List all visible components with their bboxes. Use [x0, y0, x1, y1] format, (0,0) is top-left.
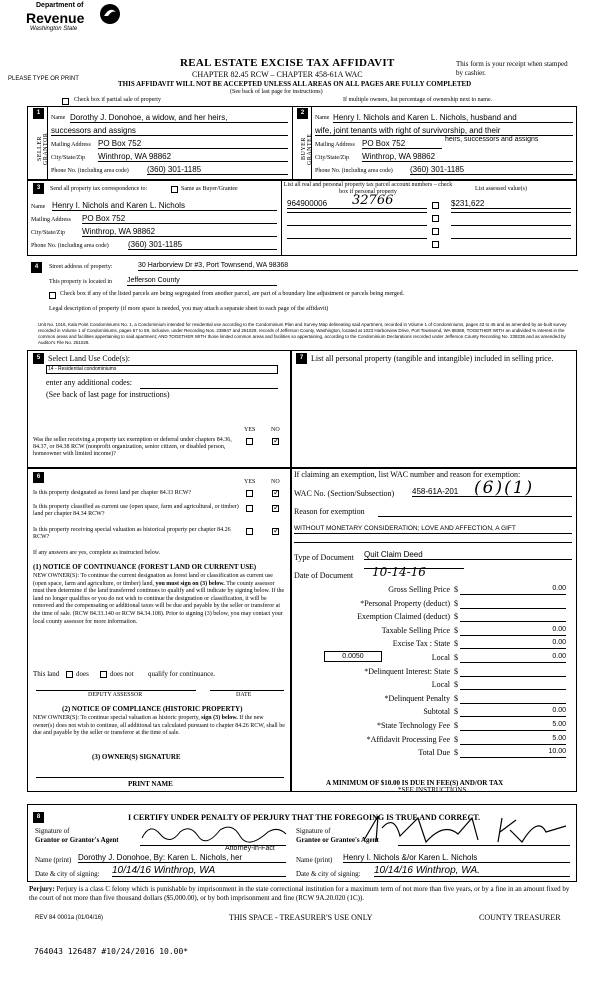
tax-row-label: *Affidavit Processing Fee — [366, 734, 450, 744]
notice1-text1: NEW OWNER(S): To continue the current designation as forest land or classification as current use (open space, farm and agriculture, or timber) land, — [33, 573, 273, 587]
grantee-date-label: Date & city of signing: — [296, 870, 361, 878]
section-3-number: 3 — [33, 183, 44, 194]
buyer-name-line1[interactable]: Henry I. Nichols and Karen L. Nichols, husband and — [333, 113, 573, 123]
notice1-bold: you must sign on (3) below. — [155, 580, 225, 587]
tax-row-label: Gross Selling Price — [388, 585, 450, 594]
tax-row-value[interactable]: 0.00 — [460, 585, 566, 595]
corr-phone[interactable]: (360) 301-1185 — [128, 240, 277, 250]
seller-city[interactable]: Winthrop, WA 98862 — [98, 152, 288, 162]
deputy-assessor-line[interactable] — [36, 690, 196, 691]
tax-row — [294, 748, 574, 761]
perjury-text: Perjury is a class C felony which is punishable by imprisonment in the state correctional institution for a maximum term of not more than five years, or by a fine in an amount fixed by the court of not more than five thousand dollars ($5,000.00), or by both imprisonment and fine (RCW 9A.20.020 (1C)). — [29, 885, 570, 902]
sec6-q3: Is this property receiving special valuation as historical property per chapter 84.26 RCW? — [33, 527, 231, 540]
tax-row-prefix: $ — [454, 748, 458, 758]
reason-value[interactable]: WITHOUT MONETARY CONSIDERATION; LOVE AND AFFECTION, A GIFT — [294, 524, 572, 534]
tax-row-prefix: $ — [454, 625, 458, 635]
seller-mailing-label: Mailing Address — [51, 142, 91, 148]
section-6-number: 6 — [33, 472, 44, 483]
notice2-bold: sign (3) below. — [201, 715, 238, 721]
tax-row — [294, 694, 574, 707]
buyer-name-label: Name — [315, 115, 330, 121]
seller-phone-label: Phone No. (including area code) — [51, 168, 129, 174]
buyer-phone-label: Phone No. (including area code) — [315, 168, 393, 174]
land-does-label: does — [76, 670, 89, 678]
tax-row-prefix: $ — [454, 653, 458, 662]
seller-mailing[interactable]: PO Box 752 — [98, 139, 288, 149]
tax-row-value[interactable]: 0.00 — [460, 653, 566, 663]
tax-row — [294, 707, 574, 720]
sec6-if-yes: If any answers are yes, complete as instructed below. — [33, 550, 161, 556]
corr-name[interactable]: Henry I. Nichols and Karen L. Nichols — [52, 201, 277, 211]
tax-row — [294, 735, 574, 748]
section-1-number: 1 — [33, 108, 44, 119]
tax-row-label: *Delinquent Penalty — [384, 693, 450, 703]
tax-row-value[interactable] — [460, 680, 566, 690]
tax-row-prefix: $ — [454, 639, 458, 649]
sec6-q1-yes[interactable] — [246, 490, 253, 497]
form-title: REAL ESTATE EXCISE TAX AFFIDAVIT — [180, 57, 395, 69]
seller-name-line2[interactable]: successors and assigns — [51, 126, 288, 136]
treasurer-space: THIS SPACE - TREASURER'S USE ONLY — [229, 913, 373, 922]
buyer-name-line3: heirs, successors and assigns — [445, 136, 539, 143]
print-name-label: PRINT NAME — [128, 780, 173, 788]
land-does-checkbox[interactable] — [66, 671, 73, 678]
legal-label: Legal description of property (if more space is needed, you may attach a separate sheet to each page of the affidavit) — [49, 306, 329, 312]
tax-row-value[interactable] — [460, 599, 566, 609]
assessed-header: List assessed value(s) — [475, 186, 527, 192]
corr-city[interactable]: Winthrop, WA 98862 — [82, 227, 277, 237]
assessed-row-2[interactable] — [451, 212, 571, 213]
grantor-sig-label: Signature of — [35, 827, 70, 835]
tax-row-label: Local — [431, 680, 450, 690]
parcel-3-personal-checkbox[interactable] — [432, 228, 439, 235]
county-treasurer: COUNTY TREASURER — [479, 913, 561, 922]
tax-row-prefix: $ — [454, 734, 458, 744]
dor-logo — [18, 2, 128, 38]
grantor-print-name[interactable]: Dorothy J. Donohoe, By: Karen L. Nichols, her — [78, 853, 286, 863]
corr-city-label: City/State/Zip — [31, 230, 65, 236]
corr-name-label: Name — [31, 204, 46, 210]
tax-row-value[interactable] — [460, 667, 566, 677]
corr-phone-label: Phone No. (including area code) — [31, 243, 109, 249]
section-2-number: 2 — [297, 108, 308, 119]
notice2-title: (2) NOTICE OF COMPLIANCE (HISTORIC PROPERTY) — [62, 705, 243, 713]
legal-description: Unit No. 1016, Kala Point Condominiums No. 1, a Condominium intended for residential use according to the Condominium Plan and Survey Map delineating said Apartment, recorded in Volume 1 of Condominiums, pages 43 to 45 and as amended by as-built survey recorded in Volume 1 of Condominiums, pages 57 to 59, inclusive, under Recording Nos. 238847 and 251029, records of Jefferson County, Washington, located at 1023 Harborview Drive, Port Townsend, WA 98368, TOGETHER WITH an undivided % interest in the common areas and facilities appertaining to said apartment; AND TOGETHER WITH those limited common areas and facilities so appertaining, according to the Condominium Declarations recorded under Jefferson County Recording No. 238236 and as amended by Auditor's File No. 251028. — [38, 322, 567, 345]
same-as-buyer-checkbox[interactable] — [171, 186, 178, 193]
corr-mailing-label: Mailing Address — [31, 217, 71, 223]
minimum-due: A MINIMUM OF $10.00 IS DUE IN FEE(S) AND/OR TAX — [326, 779, 504, 787]
segregated-checkbox[interactable] — [49, 292, 56, 299]
sec6-q1-no[interactable] — [272, 490, 279, 497]
street-label: Street address of property: — [49, 264, 113, 270]
qualify-label: qualify for continuance. — [148, 670, 216, 678]
deputy-assessor-label: DEPUTY ASSESSOR — [88, 692, 143, 698]
sec6-yes: YES — [244, 479, 256, 485]
grantor-date-label: Date & city of signing: — [35, 870, 100, 878]
owner-signature-label: (3) OWNER(S) SIGNATURE — [92, 753, 181, 761]
logo-line2: Revenue — [26, 10, 85, 26]
section-4-number: 4 — [31, 262, 42, 273]
parcel-row-2[interactable] — [287, 212, 427, 213]
seller-phone[interactable]: (360) 301-1185 — [147, 165, 288, 175]
tax-row — [294, 585, 574, 598]
form-warning: THIS AFFIDAVIT WILL NOT BE ACCEPTED UNLESS ALL AREAS ON ALL PAGES ARE FULLY COMPLETED — [118, 80, 472, 88]
perjury-bold: Perjury: — [29, 885, 55, 893]
land-use-label: Select Land Use Code(s): — [48, 354, 130, 363]
additional-codes-label: enter any additional codes: — [46, 378, 132, 387]
tax-row-prefix: $ — [454, 693, 458, 703]
street-address[interactable]: 30 Harborview Dr #3, Port Townsend, WA 98368 — [138, 261, 578, 271]
tax-row — [294, 653, 574, 666]
wac-handwritten: (6)(1) — [474, 478, 535, 498]
date-doc-label: Date of Document — [294, 571, 354, 580]
tax-row — [294, 626, 574, 639]
buyer-side-label: BUYER GRANTEE — [301, 133, 313, 165]
grantee-sig-label2: Grantee or Grantee's Agent — [296, 836, 379, 844]
this-land-label: This land — [33, 670, 60, 678]
notice2-text1: NEW OWNER(S): To continue special valuation as historic property, — [33, 715, 200, 721]
tax-row-value[interactable]: 0.00 — [460, 639, 566, 649]
parcel-1-personal-checkbox[interactable] — [432, 202, 439, 209]
notice1-body — [33, 573, 285, 626]
grantee-signature-scribble — [360, 812, 574, 846]
tax-row-label: Local — [431, 653, 450, 662]
notice1-text2: The county assessor must then determine if the land transferred continues to qualify and will indicate by signing below. If the land no longer qualifies or you do not wish to continue the designation or classification, it will be removed and the compensating or additional taxes will be due and payable by the seller or transferor at the time of sale. (RCW 84.33.140 or RCW 84.34.108). Prior to signing (3) below, you may contact your local county assessor for more information. — [33, 580, 285, 625]
seller-side-label: SELLER GRANTOR — [37, 132, 49, 166]
assessor-date-line[interactable] — [210, 690, 284, 691]
exemption-label: If claiming an exemption, list WAC number and reason for exemption: — [294, 470, 521, 479]
tax-row-prefix: $ — [454, 666, 458, 676]
form-see-back: (See back of last page for instructions) — [230, 89, 323, 95]
tax-row-value[interactable] — [460, 612, 566, 622]
sec6-q3-yes[interactable] — [246, 528, 253, 535]
grantor-name-label: Name (print) — [35, 856, 72, 864]
tax-row-label: Total Due — [418, 748, 450, 758]
notice2-text2: If the new owner(s) does not wish to continue, all additional tax calculated pursuant to chapter 84.26 RCW, shall be due and payable by the seller or transferor at the time of sale. — [33, 715, 285, 737]
logo-line1: Department of — [36, 2, 84, 9]
section-7-number: 7 — [296, 353, 307, 364]
tax-row-label: *State Technology Fee — [376, 721, 450, 730]
sec6-q2-yes[interactable] — [246, 505, 253, 512]
assessed-value[interactable]: $231,622 — [451, 199, 571, 209]
grantor-signature-scribble — [140, 818, 290, 846]
type-doc-value[interactable]: Quit Claim Deed — [364, 550, 572, 560]
grantee-name-label: Name (print) — [296, 856, 333, 864]
grantor-sig-label2: Grantor or Grantor's Agent — [35, 836, 119, 844]
tax-row-prefix: $ — [454, 585, 458, 594]
sec6-no: NO — [271, 479, 280, 485]
tax-row-label: Subtotal — [423, 707, 450, 717]
buyer-city-label: City/State/Zip — [315, 155, 349, 161]
seller-name-label: Name — [51, 115, 66, 121]
tax-row-value[interactable]: 0.00 — [460, 626, 566, 636]
grantee-date-city[interactable]: 10/14/16 Winthrop, WA. — [374, 865, 570, 877]
partial-sale-checkbox[interactable] — [62, 98, 69, 105]
assessor-date-label: DATE — [236, 692, 252, 698]
see-instructions: *SEE INSTRUCTIONS — [398, 786, 467, 794]
please-type: PLEASE TYPE OR PRINT — [8, 76, 79, 82]
assessed-row-3[interactable] — [451, 225, 571, 226]
tax-row-prefix: $ — [454, 721, 458, 730]
treasurer-stamp: 764043 126487 #10/24/2016 10.00* — [34, 947, 189, 956]
sec6-q2-no[interactable] — [272, 505, 279, 512]
sec5-no: NO — [271, 427, 280, 433]
tax-row-prefix: $ — [454, 612, 458, 622]
tax-row — [294, 612, 574, 625]
corr-mailing[interactable]: PO Box 752 — [82, 214, 277, 224]
buyer-phone[interactable]: (360) 301-1185 — [410, 165, 573, 175]
county[interactable]: Jefferson County — [127, 276, 277, 286]
tax-row-prefix: $ — [454, 707, 458, 717]
tax-row — [294, 721, 574, 734]
print-name-line[interactable] — [36, 777, 284, 778]
section-7 — [291, 350, 577, 468]
grantor-print-name2: Attorney-in-Fact — [225, 845, 275, 852]
tax-row-prefix: $ — [454, 680, 458, 690]
tax-row — [294, 599, 574, 612]
assessed-row-4[interactable] — [451, 238, 571, 239]
land-does-not-label: does not — [110, 670, 134, 678]
buyer-name-line2[interactable]: wife, joint tenants with right of survivorship, and their — [315, 126, 573, 136]
grantee-print-name[interactable]: Henry I. Nichols &/or Karen L. Nichols — [343, 853, 570, 863]
tax-row-value[interactable]: 5.00 — [460, 735, 566, 745]
logo-line3: Washington State — [30, 26, 78, 32]
buyer-city[interactable]: Winthrop, WA 98862 — [362, 152, 573, 162]
notice1-title: (1) NOTICE OF CONTINUANCE (FOREST LAND OR CURRENT USE) — [33, 563, 257, 571]
partial-sale-label: Check box if partial sale of property — [74, 97, 161, 103]
seller-city-label: City/State/Zip — [51, 155, 85, 161]
same-as-buyer-label: Same as Buyer/Grantee — [181, 186, 238, 192]
seller-name-line1[interactable]: Dorothy J. Donohoe, a widow, and her heirs, — [70, 113, 288, 123]
located-label: This property is located in — [49, 279, 112, 285]
tax-row-label: Excise Tax : State — [392, 639, 450, 649]
buyer-mailing[interactable]: PO Box 752 — [362, 139, 442, 149]
rev-number: REV 84 0001a (01/04/16) — [35, 915, 104, 921]
tax-row-label: *Personal Property (deduct) — [360, 598, 450, 608]
multiple-owners-note: If multiple owners, list percentage of ownership next to name. — [343, 97, 493, 103]
grantor-date-city[interactable]: 10/14/16 Winthrop, WA — [112, 865, 286, 877]
form-chapter: CHAPTER 82.45 RCW – CHAPTER 458-61A WAC — [192, 70, 363, 79]
parcel-2-personal-checkbox[interactable] — [432, 215, 439, 222]
land-does-not-checkbox[interactable] — [100, 671, 107, 678]
tax-row-prefix: $ — [454, 598, 458, 608]
wac-value[interactable]: 458-61A-201 — [412, 487, 572, 497]
sec6-q3-no[interactable] — [272, 528, 279, 535]
reason-label: Reason for exemption — [294, 507, 365, 516]
parcel-row-4[interactable] — [287, 238, 427, 239]
tax-row-value[interactable]: 10.00 — [460, 748, 566, 758]
sec5-see-back: (See back of last page for instructions) — [46, 390, 170, 399]
sec6-q1: Is this property designated as forest land per chapter 84.33 RCW? — [33, 490, 192, 496]
sec5-no-checkbox[interactable] — [272, 438, 279, 445]
parcel-handwritten: 32766 — [352, 193, 394, 208]
sec5-exemption-question: Was the seller receiving a property tax exemption or deferral under chapters 84.36, 84.37, or 84.38 RCW (nonprofit organization, senior citizen, or disabled person, homeowner with limited income)? — [33, 437, 232, 457]
local-rate-box[interactable]: 0.0050 — [324, 651, 382, 662]
section-8-number: 8 — [33, 812, 44, 823]
tax-row-label: Exemption Claimed (deduct) — [357, 612, 450, 622]
certify-statement: I CERTIFY UNDER PENALTY OF PERJURY THAT THE FOREGOING IS TRUE AND CORRECT. — [128, 813, 481, 822]
parcel-header: List all real and personal property tax parcel account numbers – check box if personal property — [283, 182, 453, 195]
additional-codes-line[interactable] — [140, 388, 278, 389]
sec5-yes: YES — [244, 427, 256, 433]
sec5-yes-checkbox[interactable] — [246, 438, 253, 445]
tax-row-label: Taxable Selling Price — [381, 625, 450, 635]
perjury-notice — [29, 885, 577, 903]
sec6-q2: Is this property classified as current use (open space, farm and agricultural, or timber) land per chapter 84.34 RCW? — [33, 504, 239, 517]
personal-property-label: List all personal property (tangible and intangible) included in selling price. — [311, 354, 554, 363]
tax-row-value[interactable]: 0.00 — [460, 707, 566, 717]
parcel-4-personal-checkbox[interactable] — [432, 241, 439, 248]
segregated-label: Check box if any of the listed parcels are being segregated from another parcel, are part of a boundary line adjustment or parcels being merged. — [60, 291, 405, 297]
tax-row-value[interactable]: 5.00 — [460, 721, 566, 731]
send-correspondence-label: Send all property tax correspondence to: — [50, 186, 148, 192]
tax-row — [294, 680, 574, 693]
tax-row-value[interactable] — [460, 694, 566, 704]
tax-row — [294, 667, 574, 680]
section-5-number: 5 — [33, 353, 44, 364]
grantee-sig-label: Signature of — [296, 827, 331, 835]
type-doc-label: Type of Document — [294, 553, 354, 562]
buyer-mailing-label: Mailing Address — [315, 142, 355, 148]
parcel-row-3[interactable] — [287, 225, 427, 226]
receipt-note: This form is your receipt when stamped by cashier. — [456, 60, 568, 77]
parcel-number[interactable]: 964900006 — [287, 199, 427, 209]
land-use-value: 14 - Residential condominiums — [48, 366, 117, 372]
tax-row-label: *Delinquent Interest: State — [364, 666, 450, 676]
logo-swirl-icon — [98, 2, 122, 26]
date-doc-handwritten: 10-14-16 — [372, 565, 426, 579]
notice2-body — [33, 715, 285, 738]
wac-label: WAC No. (Section/Subsection) — [294, 489, 395, 498]
